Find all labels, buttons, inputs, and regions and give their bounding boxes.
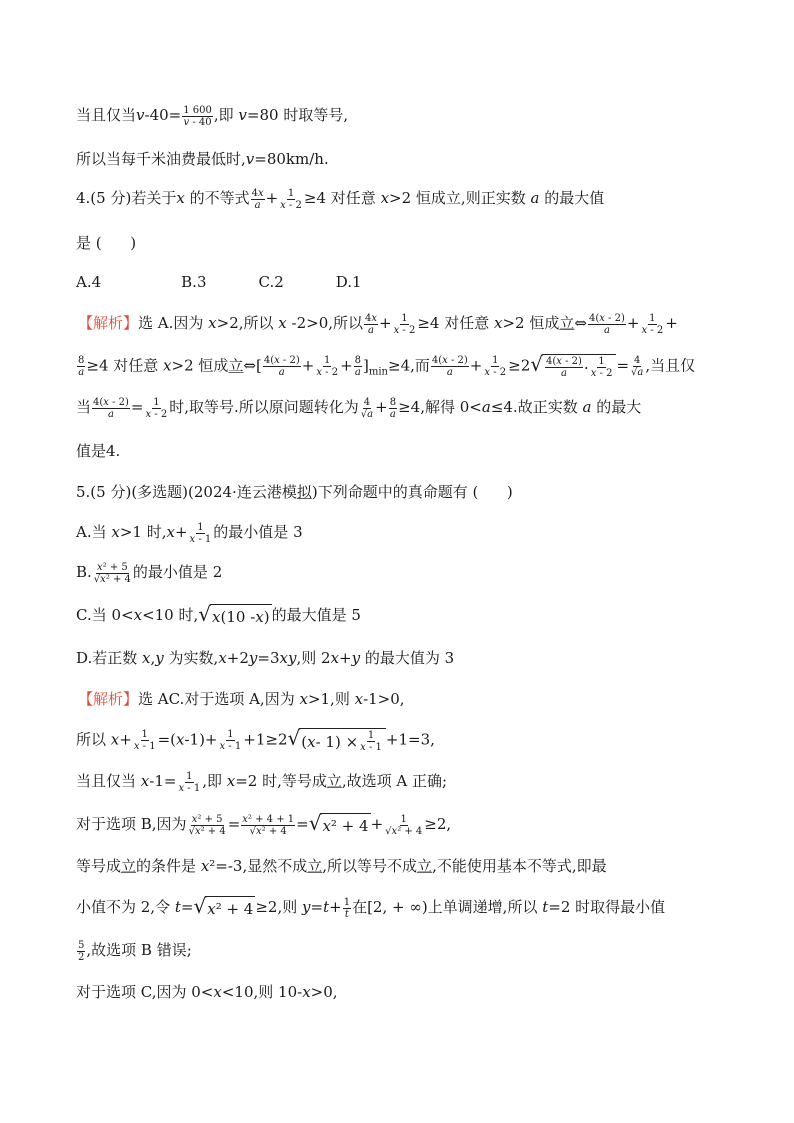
q4-stem-line-1: 4.(5 分)若关于x 的不等式 $\frac{4x}{a}$ + $\frac{1}{x - 2}$ ≥4 对任意 x>2 恒成立,则正实数 a 的最大值	[76, 187, 605, 211]
q5-solution-line-6: 小值不为 2,令 t= √ x ² + 4 ≥2,则 y=t+ $\frac{1}{t}$ 在[2, + ∞)上单调递增,所以 t=2 时取得最小值	[76, 894, 666, 920]
text-line-2: 所以当每千米油费最低时,v=80km/h.	[76, 150, 329, 168]
q5-solution-line-3: 当且仅当 x-1= $\frac{1}{x - 1}$ ,即 x=2 时,等号成立,故选项 A 正确;	[76, 770, 448, 794]
q5-solution-line-4: 对于选项 B,因为 $\frac{\text{x² + 5}}{\text{√x² + 4}}$ = $\frac{\text{x² + 4 + 1}}{\text{√x² + 4}}$ = √ x ² + 4 + $\frac{1}{\text{√x² + 4}}$ ≥2,	[76, 811, 452, 837]
q4-options	[76, 271, 362, 293]
q5-solution-line-1: 【解析】选 AC.对于选项 A,因为 x>1,则 x-1>0,	[78, 690, 405, 708]
q4-option-a: A.4	[76, 273, 102, 291]
text-line-1: 当且仅当v-40= $\frac{1 600}{v - 40}$ ,即 v=80 时取等号,	[76, 104, 349, 128]
q4-solution-line-3: 当 $\frac{4(x - 2)}{a}$ = $\frac{1}{x - 2}$ 时,取等号.所以原问题转化为 $\frac{4}{√a}$ + $\frac{8}{a}$ ≥4,解得 0<a≤4.故正实数 a 的最大	[76, 396, 642, 420]
analysis-tag: 【解析】	[78, 314, 139, 332]
q5-option-b: B. $\frac{\text{x² + 5}}{\text{√x² + 4}}$ 的最小值是 2	[76, 561, 223, 585]
q4-solution-line-2: $\frac{8}{a}$ ≥4 对任意 x>2 恒成立⇔[ $\frac{4(x - 2)}{a}$ + $\frac{1}{x - 2}$ + $\frac{8}{a}$ ]$_{min}\ge 4$,而 $\frac{4(x - 2)}{a}$ + $\frac{1}{x - 2}$ ≥2 √ $\frac{4(x - 2)}{a}$ · $\frac{1}{x - 2}$ = $\frac{4}{√a}$ ,当且仅	[78, 352, 696, 379]
q4-solution-line-1: 【解析】选 A.因为 x>2,所以 x -2>0,所以 $\frac{4x}{a}$ + $\frac{1}{x - 2}$ ≥4 对任意 x>2 恒成立⇔ $\frac{4(x - 2)}{a}$ + $\frac{1}{x - 2}$ +	[78, 312, 678, 336]
q4-solution-line-4: 值是4.	[76, 442, 121, 460]
analysis-tag-2: 【解析】	[78, 690, 139, 708]
q4-option-d: D.1	[335, 273, 362, 291]
q5-solution-line-2: 所以 x+ $\frac{1}{x - 1}$ =(x-1)+ $\frac{1}{x - 1}$ +1≥2 √ ( x - 1) × $\frac{1}{x - 1}$ +1=3,	[76, 726, 435, 753]
q5-stem: 5.(5 分)(多选题)(2024·连云港模拟)下列命题中的真命题有 ( )	[76, 483, 513, 501]
q4-stem-line-2: 是 ( )	[76, 234, 137, 252]
q5-solution-line-8: 对于选项 C,因为 0<x<10,则 10-x>0,	[76, 983, 338, 1001]
q5-solution-line-5: 等号成立的条件是 x²=-3,显然不成立,所以等号不成立,不能使用基本不等式,即最	[76, 857, 607, 875]
q5-option-a: A.当 x>1 时,x+ $\frac{1}{x - 1}$ 的最小值是 3	[76, 521, 303, 545]
q5-solution-line-7: $\frac{5}{2}$ ,故选项 B 错误;	[78, 939, 192, 963]
q5-option-d: D.若正数 x,y 为实数,x+2y=3xy,则 2x+y 的最大值为 3	[76, 649, 455, 667]
q4-option-c: C.2	[258, 273, 284, 291]
q4-option-b: B.3	[181, 273, 207, 291]
q5-option-c: C.当 0<x<10 时, √ x (10 - x ) 的最大值是 5	[76, 602, 361, 626]
